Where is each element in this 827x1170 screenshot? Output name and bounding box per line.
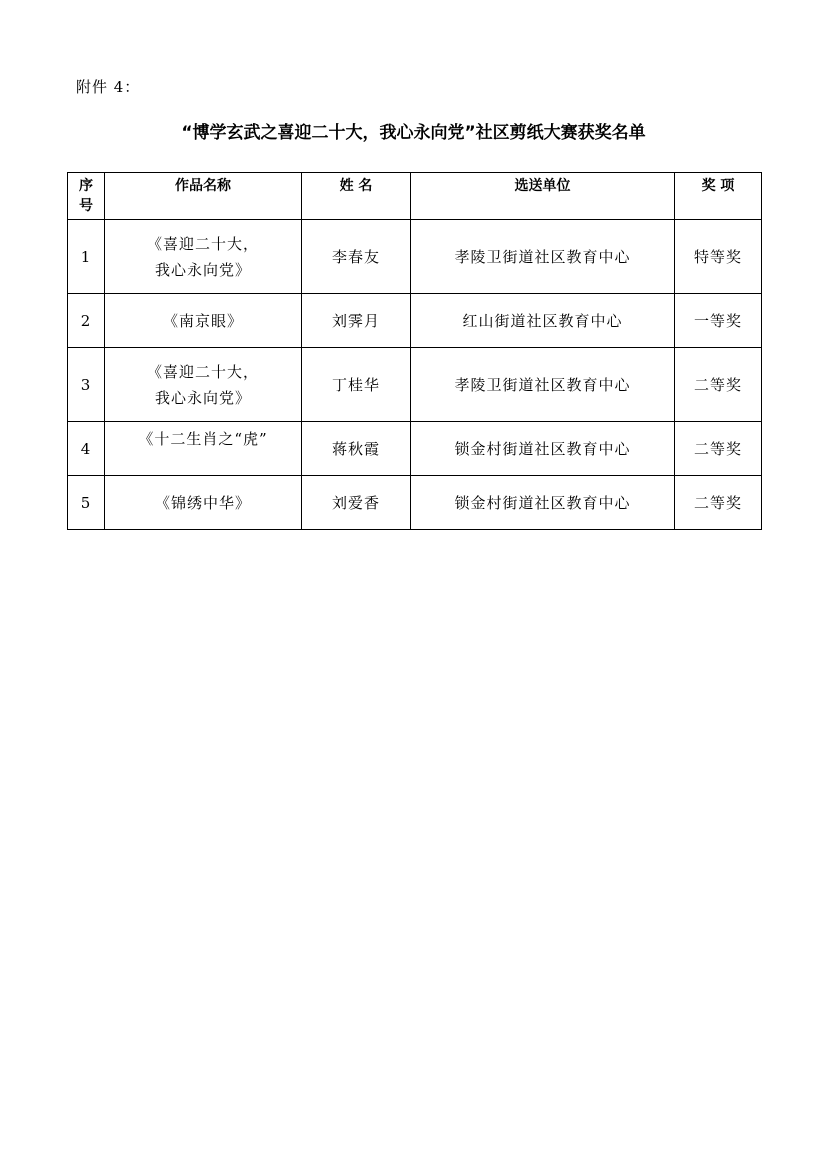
cell-name: 丁桂华	[302, 348, 411, 422]
cell-name: 刘爱香	[302, 476, 411, 530]
table-row	[68, 294, 762, 348]
cell-unit: 锁金村街道社区教育中心	[411, 422, 675, 476]
header-unit: 选送单位	[411, 173, 675, 220]
cell-work	[105, 294, 302, 348]
table-row	[68, 348, 762, 422]
cell-name: 李春友	[302, 220, 411, 294]
cell-work-line2: 我心永向党》	[154, 388, 251, 407]
cell-award: 二等奖	[675, 348, 762, 422]
cell-award: 二等奖	[675, 422, 762, 476]
cell-index: 5	[68, 476, 105, 530]
page-title: “博学玄武之喜迎二十大，我心永向党”社区剪纸大赛获奖名单	[181, 123, 646, 143]
cell-index: 3	[68, 348, 105, 422]
attachment-label: 附件 4：	[76, 78, 141, 96]
header-award: 奖 项	[675, 173, 762, 220]
cell-unit: 红山街道社区教育中心	[411, 294, 675, 348]
cell-work	[105, 348, 302, 422]
cell-work-line2: 我心永向党》	[154, 260, 251, 279]
cell-work-line1: 《锦绣中华》	[154, 493, 251, 512]
awards-table	[67, 172, 762, 530]
cell-award: 二等奖	[675, 476, 762, 530]
cell-name: 蒋秋霞	[302, 422, 411, 476]
cell-unit: 孝陵卫街道社区教育中心	[411, 348, 675, 422]
cell-award: 特等奖	[675, 220, 762, 294]
cell-unit: 孝陵卫街道社区教育中心	[411, 220, 675, 294]
header-work: 作品名称	[105, 173, 302, 220]
table-row	[68, 476, 762, 530]
cell-name: 刘霁月	[302, 294, 411, 348]
header-index-line1: 序	[79, 178, 93, 194]
cell-index: 2	[68, 294, 105, 348]
cell-work-line1: 《喜迎二十大，	[146, 362, 259, 381]
cell-work	[105, 476, 302, 530]
cell-index: 4	[68, 422, 105, 476]
cell-work-line1: 《十二生肖之“虎”	[138, 430, 268, 448]
cell-work-line1: 《南京眼》	[162, 311, 243, 330]
header-index	[68, 173, 105, 220]
cell-work	[105, 220, 302, 294]
cell-work-line1: 《喜迎二十大，	[146, 234, 259, 253]
table-header-row	[68, 173, 762, 220]
cell-work	[105, 422, 302, 476]
table-row	[68, 220, 762, 294]
header-index-line2: 号	[79, 198, 93, 214]
header-name: 姓 名	[302, 173, 411, 220]
cell-unit: 锁金村街道社区教育中心	[411, 476, 675, 530]
cell-award: 一等奖	[675, 294, 762, 348]
cell-index: 1	[68, 220, 105, 294]
table-row	[68, 422, 762, 476]
